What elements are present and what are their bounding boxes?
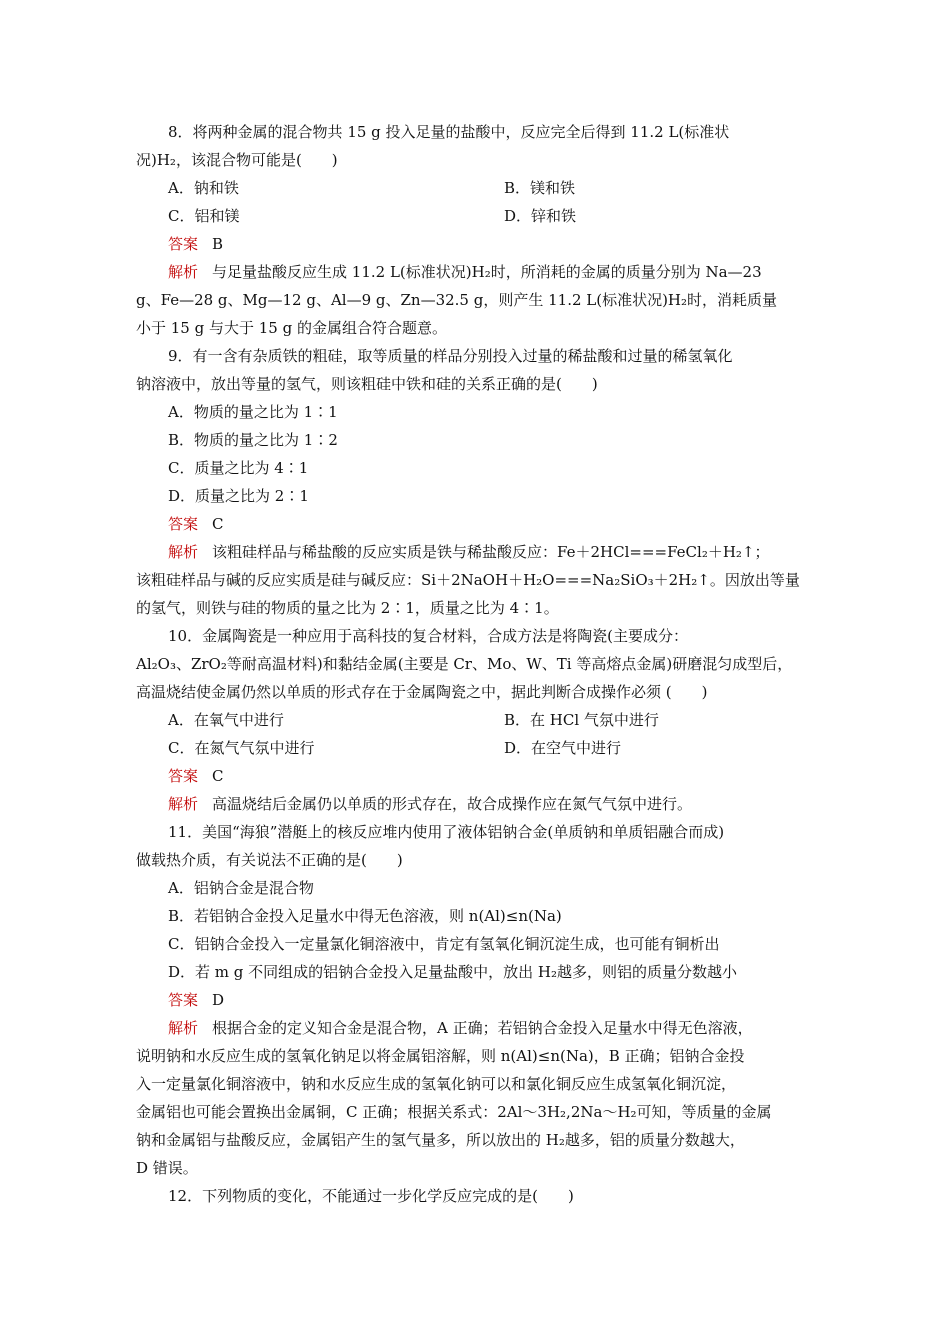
q9-option-d: D．质量之比为 2∶1 [168, 487, 309, 505]
q11-stem-line-1: 11．美国“海狼”潜艇上的核反应堆内使用了液体铝钠合金(单质钠和单质铝融合而成) [168, 823, 725, 841]
q9-answer [168, 514, 224, 534]
q10-analysis-line-1 [168, 794, 692, 814]
q11-option-a: A．铝钠合金是混合物 [168, 879, 314, 897]
q8-analysis-line-3: 小于 15 g 与大于 15 g 的金属组合符合题意。 [136, 319, 447, 337]
q9-stem-line-2: 钠溶液中，放出等量的氢气，则该粗硅中铁和硅的关系正确的是( ) [136, 375, 598, 393]
answer-label: 答案 [168, 235, 199, 253]
answer-value: C [212, 767, 224, 785]
q10-stem-line-1: 10．金属陶瓷是一种应用于高科技的复合材料，合成方法是将陶瓷(主要成分： [168, 627, 688, 645]
analysis-text: 高温烧结后金属仍以单质的形式存在，故合成操作应在氮气气氛中进行。 [212, 795, 693, 813]
answer-value: D [212, 991, 225, 1009]
q11-analysis-line-3: 入一定量氯化铜溶液中，钠和水反应生成的氢氧化钠可以和氯化铜反应生成氢氧化铜沉淀， [136, 1075, 737, 1093]
q10-option-d: D．在空气中进行 [504, 739, 622, 757]
q8-option-a: A．钠和铁 [168, 179, 239, 197]
q8-stem-line-1: 8．将两种金属的混合物共 15 g 投入足量的盐酸中，反应完全后得到 11.2 L(标准状 [168, 123, 730, 141]
q9-stem-line-1: 9．有一含有杂质铁的粗硅，取等质量的样品分别投入过量的稀盐酸和过量的稀氢氧化 [168, 347, 733, 365]
q11-option-c: C．铝钠合金投入一定量氯化铜溶液中，肯定有氢氧化铜沉淀生成，也可能有铜析出 [168, 935, 720, 953]
answer-label: 答案 [168, 515, 199, 533]
q11-analysis-line-6: D 错误。 [136, 1159, 198, 1177]
answer-value: C [212, 515, 224, 533]
q11-answer [168, 990, 224, 1010]
q10-option-a: A．在氧气中进行 [168, 711, 284, 729]
analysis-label: 解析 [168, 543, 199, 561]
q8-option-c: C．铝和镁 [168, 207, 240, 225]
analysis-text: 该粗硅样品与稀盐酸的反应实质是铁与稀盐酸反应：Fe＋2HCl===FeCl₂＋H₂↑； [212, 543, 770, 561]
q8-answer [168, 234, 223, 254]
q12-stem-line-1: 12．下列物质的变化，不能通过一步化学反应完成的是( ) [168, 1187, 574, 1205]
q10-option-c: C．在氮气气氛中进行 [168, 739, 315, 757]
analysis-label: 解析 [168, 263, 199, 281]
answer-label: 答案 [168, 767, 199, 785]
q9-option-c: C．质量之比为 4∶1 [168, 459, 309, 477]
q8-analysis-line-1 [168, 262, 762, 282]
q8-option-d: D．锌和铁 [504, 207, 577, 225]
q11-analysis-line-1 [168, 1018, 753, 1038]
q11-analysis-line-2: 说明钠和水反应生成的氢氧化钠足以将金属铝溶解，则 n(Al)≤n(Na)，B 正确；铝钠合金投 [136, 1047, 745, 1065]
q10-stem-line-3: 高温烧结使金属仍然以单质的形式存在于金属陶瓷之中，据此判断合成操作必须 ( ) [136, 683, 708, 701]
q9-option-a: A．物质的量之比为 1∶1 [168, 403, 338, 421]
q9-analysis-line-1 [168, 542, 770, 562]
q11-stem-line-2: 做载热介质，有关说法不正确的是( ) [136, 851, 403, 869]
analysis-text: 根据合金的定义知合金是混合物，A 正确；若铝钠合金投入足量水中得无色溶液， [212, 1019, 753, 1037]
analysis-label: 解析 [168, 795, 199, 813]
q11-option-b: B．若铝钠合金投入足量水中得无色溶液，则 n(Al)≤n(Na) [168, 907, 562, 925]
q11-analysis-line-5: 钠和金属铝与盐酸反应，金属铝产生的氢气量多，所以放出的 H₂越多，铝的质量分数越大， [136, 1131, 745, 1149]
q8-stem-line-2: 况)H₂，该混合物可能是( ) [136, 151, 338, 169]
q11-analysis-line-4: 金属铝也可能会置换出金属铜，C 正确；根据关系式：2Al～3H₂,2Na～H₂可知，等质量的金属 [136, 1103, 772, 1121]
q9-analysis-line-2: 该粗硅样品与碱的反应实质是硅与碱反应：Si＋2NaOH＋H₂O===Na₂SiO₃＋2H₂↑。因放出等量 [136, 571, 800, 589]
q10-option-b: B．在 HCl 气氛中进行 [504, 711, 659, 729]
analysis-text: 与足量盐酸反应生成 11.2 L(标准状况)H₂时，所消耗的金属的质量分别为 Na—23 [212, 263, 762, 281]
q11-option-d: D．若 m g 不同组成的铝钠合金投入足量盐酸中，放出 H₂越多，则铝的质量分数越小 [168, 963, 738, 981]
answer-value: B [212, 235, 224, 253]
q8-analysis-line-2: g、Fe—28 g、Mg—12 g、Al—9 g、Zn—32.5 g，则产生 11.2 L(标准状况)H₂时，消耗质量 [136, 291, 778, 309]
q9-option-b: B．物质的量之比为 1∶2 [168, 431, 338, 449]
q10-answer [168, 766, 224, 786]
q8-option-b: B．镁和铁 [504, 179, 576, 197]
analysis-label: 解析 [168, 1019, 199, 1037]
answer-label: 答案 [168, 991, 199, 1009]
q9-analysis-line-3: 的氢气，则铁与硅的物质的量之比为 2∶1，质量之比为 4∶1。 [136, 599, 559, 617]
q10-stem-line-2: Al₂O₃、ZrO₂等耐高温材料)和黏结金属(主要是 Cr、Mo、W、Ti 等高熔点金属)研磨混匀成型后， [136, 655, 793, 673]
